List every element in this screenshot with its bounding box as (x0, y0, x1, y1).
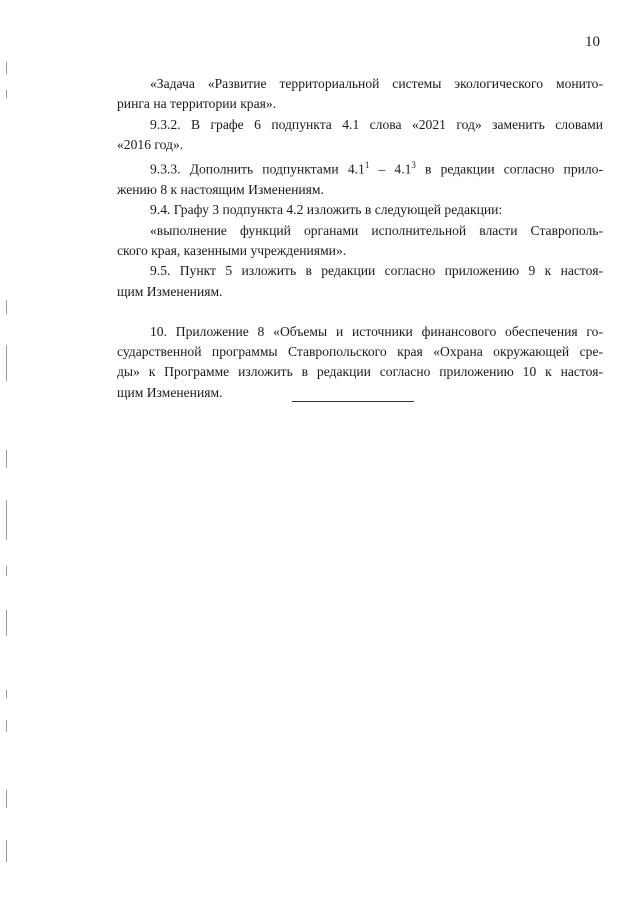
text-line: жению 8 к настоящим Изменениям. (117, 182, 324, 198)
paragraph-10 (117, 322, 603, 403)
text-line: 9.5. Пункт 5 изложить в редакции согласно приложению 9 к настоя- (150, 263, 603, 279)
text-fragment: в редакции согласно прило- (415, 161, 604, 177)
paragraph-9-3-2 (117, 115, 603, 156)
paragraph-9-5 (117, 261, 603, 302)
text-line: «Задача «Развитие территориальной системы экологического монито- (150, 76, 603, 91)
paragraph-9-4 (117, 200, 603, 220)
superscript: 1 (364, 160, 370, 171)
superscript: 3 (411, 160, 416, 171)
paragraph-task (117, 74, 603, 115)
text-line: 10. Приложение 8 «Объемы и источники финансового обеспечения го- (150, 323, 603, 339)
text-line: щим Изменениям. (117, 384, 223, 400)
page-number: 10 (585, 34, 600, 50)
text-line: ского края, казенными учреждениями». (117, 242, 347, 258)
text-fragment: 9.3.3. Дополнить подпунктами 4.1 (150, 161, 365, 177)
scan-margin-marks (6, 0, 8, 905)
paragraph-gap (117, 302, 603, 322)
text-fragment: – 4.1 (369, 161, 412, 177)
text-line: 9.4. Графу 3 подпункта 4.2 изложить в следующей редакции: (150, 202, 503, 218)
text-line: ринга на территории края». (117, 96, 277, 112)
text-line: ды» к Программе изложить в редакции согласно приложению 10 к настоя- (117, 364, 603, 380)
document-body (117, 74, 603, 403)
text-line: «2016 год». (117, 136, 184, 152)
text-line: щим Изменениям. (117, 283, 223, 299)
paragraph-quote (117, 221, 603, 262)
text-line: сударственной программы Ставропольского края «Охрана окружающей сре- (117, 344, 603, 360)
text-line: «выполнение функций органами исполнительной власти Ставрополь- (150, 222, 603, 238)
text-line: 9.3.2. В графе 6 подпункта 4.1 слова «2021 год» заменить словами (150, 116, 603, 132)
paragraph-9-3-3 (117, 155, 603, 200)
text-line (117, 155, 603, 180)
end-of-text-rule (292, 401, 414, 402)
